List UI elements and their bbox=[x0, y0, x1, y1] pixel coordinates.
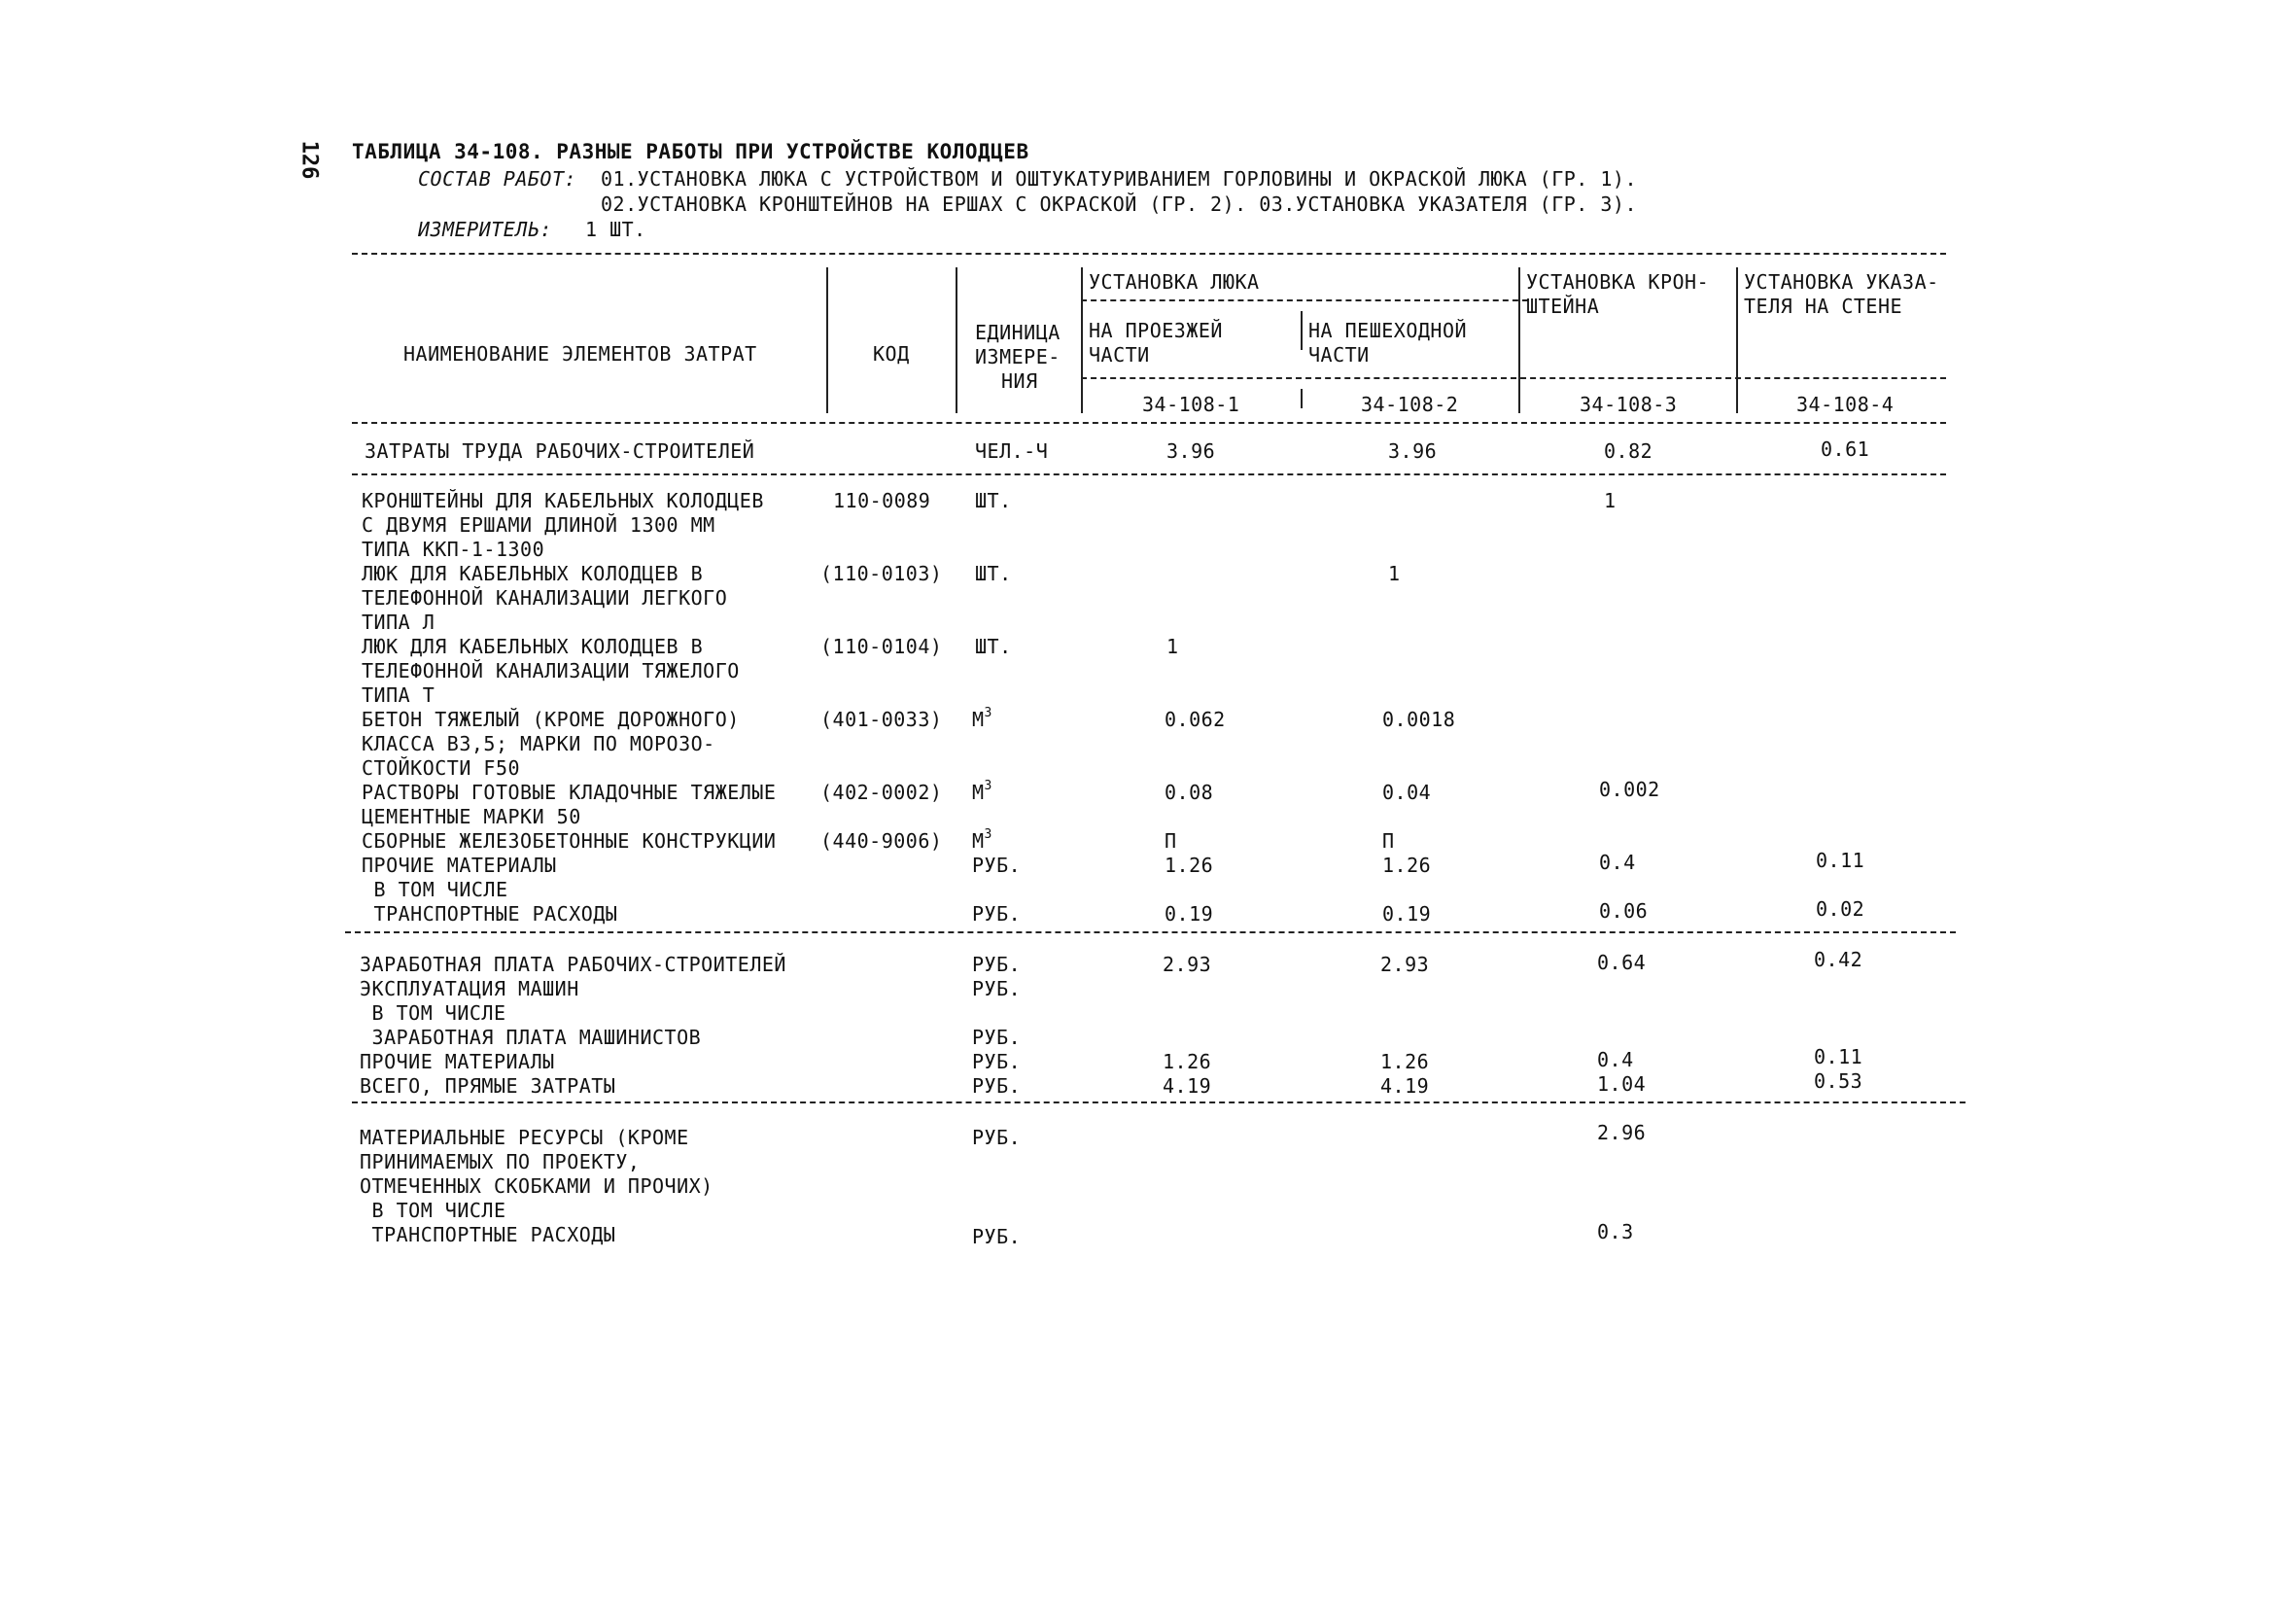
header-bracket-line-1: УСТАНОВКА КРОН- bbox=[1526, 270, 1710, 294]
cost-1-value-3: 0.64 bbox=[1597, 951, 1647, 974]
col-divider-unit bbox=[956, 267, 957, 413]
material-3-name-1: ЛЮК ДЛЯ КАБЕЛЬНЫХ КОЛОДЦЕВ В bbox=[362, 635, 704, 658]
header-unit-line-3: НИЯ bbox=[1001, 369, 1038, 393]
header-bottom-rule bbox=[352, 422, 1946, 424]
material-5-unit: $М^3$ bbox=[972, 779, 992, 804]
header-top-rule bbox=[352, 253, 1946, 255]
col-divider-values bbox=[1081, 267, 1083, 413]
material-4-name-2: КЛАССА В3,5; МАРКИ ПО МОРОЗО- bbox=[362, 732, 715, 755]
cost-6-value-3: 1.04 bbox=[1597, 1072, 1647, 1096]
header-road-line-1: НА ПРОЕЗЖЕЙ bbox=[1089, 319, 1223, 342]
cost-6-value-4: 0.53 bbox=[1814, 1069, 1863, 1093]
cost-4-unit: РУБ. bbox=[972, 1026, 1022, 1049]
codes-top-rule bbox=[1081, 377, 1946, 379]
column-code-1: 34-108-1 bbox=[1142, 393, 1240, 416]
cost-1-unit: РУБ. bbox=[972, 953, 1022, 976]
material-3-name-2: ТЕЛЕФОННОЙ КАНАЛИЗАЦИИ ТЯЖЕЛОГО bbox=[362, 659, 740, 682]
material-9-unit: РУБ. bbox=[972, 902, 1022, 926]
labor-bottom-rule bbox=[352, 473, 1946, 475]
material-1-name-2: С ДВУМЯ ЕРШАМИ ДЛИНОЙ 1300 ММ bbox=[362, 513, 715, 537]
material-7-value-2: 1.26 bbox=[1382, 854, 1432, 877]
material-7-value-4: 0.11 bbox=[1816, 849, 1865, 872]
meter-value: 1 ШТ. bbox=[585, 218, 646, 241]
costs-bottom-rule bbox=[352, 1101, 1966, 1103]
material-9-value-4: 0.02 bbox=[1816, 897, 1865, 921]
header-code-col: КОД bbox=[873, 342, 910, 366]
material-7-name-1: ПРОЧИЕ МАТЕРИАЛЫ bbox=[362, 854, 557, 877]
cost-5-value-1: 1.26 bbox=[1163, 1050, 1212, 1073]
cost-5-unit: РУБ. bbox=[972, 1050, 1022, 1073]
material-1-value-3: 1 bbox=[1604, 489, 1617, 512]
material-5-value-1: 0.08 bbox=[1165, 781, 1214, 804]
material-4-value-2: 0.0018 bbox=[1382, 708, 1456, 731]
material-9-name-1: ТРАНСПОРТНЫЕ РАСХОДЫ bbox=[362, 902, 618, 926]
material-5-value-2: 0.04 bbox=[1382, 781, 1432, 804]
cost-2-name: ЭКСПЛУАТАЦИЯ МАШИН bbox=[360, 977, 579, 1000]
material-5-name-2: ЦЕМЕНТНЫЕ МАРКИ 50 bbox=[362, 805, 581, 828]
material-6-value-1: П bbox=[1165, 829, 1177, 853]
header-sign-line-1: УСТАНОВКА УКАЗА- bbox=[1744, 270, 1939, 294]
cost-5-value-4: 0.11 bbox=[1814, 1045, 1863, 1068]
column-code-4: 34-108-4 bbox=[1796, 393, 1895, 416]
col-divider-road-walk bbox=[1301, 311, 1303, 350]
cost-3-name: В ТОМ ЧИСЛЕ bbox=[360, 1001, 506, 1025]
cost-2-unit: РУБ. bbox=[972, 977, 1022, 1000]
cost-6-value-2: 4.19 bbox=[1380, 1074, 1430, 1098]
meter-label: ИЗМЕРИТЕЛЬ: bbox=[418, 218, 552, 241]
resources-unit: РУБ. bbox=[972, 1126, 1022, 1149]
material-4-value-1: 0.062 bbox=[1165, 708, 1226, 731]
cost-5-value-3: 0.4 bbox=[1597, 1048, 1634, 1071]
header-hatch-group: УСТАНОВКА ЛЮКА bbox=[1089, 270, 1260, 294]
material-1-unit: ШТ. bbox=[975, 489, 1012, 512]
column-code-3: 34-108-3 bbox=[1580, 393, 1678, 416]
header-name-col: НАИМЕНОВАНИЕ ЭЛЕМЕНТОВ ЗАТРАТ bbox=[403, 342, 757, 366]
header-bracket-line-2: ШТЕЙНА bbox=[1526, 295, 1600, 318]
labor-value-3: 0.82 bbox=[1604, 439, 1653, 463]
material-3-code: (110-0104) bbox=[820, 635, 943, 658]
material-6-unit: $М^3$ bbox=[972, 827, 992, 853]
material-3-unit: ШТ. bbox=[975, 635, 1012, 658]
material-6-value-2: П bbox=[1382, 829, 1395, 853]
material-4-unit: $М^3$ bbox=[972, 706, 992, 731]
material-2-value-2: 1 bbox=[1388, 562, 1401, 585]
labor-unit: ЧЕЛ.-Ч bbox=[975, 439, 1049, 463]
composition-line-1: 01.УСТАНОВКА ЛЮКА С УСТРОЙСТВОМ И ОШТУКАТУРИВАНИЕМ ГОРЛОВИНЫ И ОКРАСКОЙ ЛЮКА (ГР. 1). bbox=[601, 167, 1637, 191]
header-unit-line-1: ЕДИНИЦА bbox=[975, 321, 1061, 344]
col-divider-code bbox=[826, 267, 828, 413]
cost-1-value-1: 2.93 bbox=[1163, 953, 1212, 976]
header-walk-line-2: ЧАСТИ bbox=[1308, 343, 1370, 367]
material-6-name-1: СБОРНЫЕ ЖЕЛЕЗОБЕТОННЫЕ КОНСТРУКЦИИ bbox=[362, 829, 777, 853]
material-9-value-2: 0.19 bbox=[1382, 902, 1432, 926]
material-7-value-1: 1.26 bbox=[1165, 854, 1214, 877]
resources-transport-unit: РУБ. bbox=[972, 1225, 1022, 1248]
material-9-value-1: 0.19 bbox=[1165, 902, 1214, 926]
col-divider-sign bbox=[1736, 267, 1738, 413]
cost-1-value-4: 0.42 bbox=[1814, 948, 1863, 971]
material-1-code: 110-0089 bbox=[833, 489, 931, 512]
resources-name-2: ПРИНИМАЕМЫХ ПО ПРОЕКТУ, bbox=[360, 1150, 641, 1173]
material-7-unit: РУБ. bbox=[972, 854, 1022, 877]
resources-value-3: 2.96 bbox=[1597, 1121, 1647, 1144]
cost-4-name: ЗАРАБОТНАЯ ПЛАТА МАШИНИСТОВ bbox=[360, 1026, 702, 1049]
labor-value-2: 3.96 bbox=[1388, 439, 1438, 463]
material-7-value-3: 0.4 bbox=[1599, 851, 1636, 874]
labor-value-1: 3.96 bbox=[1166, 439, 1216, 463]
resources-name-1: МАТЕРИАЛЬНЫЕ РЕСУРСЫ (КРОМЕ bbox=[360, 1126, 689, 1149]
header-road-line-2: ЧАСТИ bbox=[1089, 343, 1150, 367]
material-6-code: (440-9006) bbox=[820, 829, 943, 853]
header-sign-line-2: ТЕЛЯ НА СТЕНЕ bbox=[1744, 295, 1903, 318]
table-title: ТАБЛИЦА 34-108. РАЗНЫЕ РАБОТЫ ПРИ УСТРОЙСТВЕ КОЛОДЦЕВ bbox=[352, 140, 1029, 163]
material-2-name-1: ЛЮК ДЛЯ КАБЕЛЬНЫХ КОЛОДЦЕВ В bbox=[362, 562, 704, 585]
composition-line-2: 02.УСТАНОВКА КРОНШТЕЙНОВ НА ЕРШАХ С ОКРАСКОЙ (ГР. 2). 03.УСТАНОВКА УКАЗАТЕЛЯ (ГР. 3). bbox=[601, 192, 1637, 216]
material-8-name-1: В ТОМ ЧИСЛЕ bbox=[362, 878, 508, 901]
material-2-unit: ШТ. bbox=[975, 562, 1012, 585]
material-9-value-3: 0.06 bbox=[1599, 899, 1649, 923]
cost-1-value-2: 2.93 bbox=[1380, 953, 1430, 976]
header-walk-line-1: НА ПЕШЕХОДНОЙ bbox=[1308, 319, 1468, 342]
material-1-name-1: КРОНШТЕЙНЫ ДЛЯ КАБЕЛЬНЫХ КОЛОДЦЕВ bbox=[362, 489, 764, 512]
material-2-code: (110-0103) bbox=[820, 562, 943, 585]
resources-name-5: ТРАНСПОРТНЫЕ РАСХОДЫ bbox=[360, 1223, 616, 1246]
composition-label: СОСТАВ РАБОТ: bbox=[418, 167, 577, 191]
page-number: 126 bbox=[296, 140, 322, 180]
material-5-code: (402-0002) bbox=[820, 781, 943, 804]
labor-name: ЗАТРАТЫ ТРУДА РАБОЧИХ-СТРОИТЕЛЕЙ bbox=[365, 439, 755, 463]
cost-6-unit: РУБ. bbox=[972, 1074, 1022, 1098]
cost-6-value-1: 4.19 bbox=[1163, 1074, 1212, 1098]
group-subrule bbox=[1081, 299, 1528, 301]
resources-name-3: ОТМЕЧЕННЫХ СКОБКАМИ И ПРОЧИХ) bbox=[360, 1174, 713, 1198]
material-3-name-3: ТИПА Т bbox=[362, 683, 435, 707]
material-3-value-1: 1 bbox=[1166, 635, 1179, 658]
materials-bottom-rule bbox=[345, 931, 1956, 933]
cost-6-name: ВСЕГО, ПРЯМЫЕ ЗАТРАТЫ bbox=[360, 1074, 616, 1098]
col-divider-bracket bbox=[1518, 267, 1520, 413]
material-1-name-3: ТИПА ККП-1-1300 bbox=[362, 538, 545, 561]
material-4-name-1: БЕТОН ТЯЖЕЛЫЙ (КРОМЕ ДОРОЖНОГО) bbox=[362, 708, 740, 731]
cost-5-value-2: 1.26 bbox=[1380, 1050, 1430, 1073]
material-4-name-3: СТОЙКОСТИ F50 bbox=[362, 756, 521, 780]
cost-5-name: ПРОЧИЕ МАТЕРИАЛЫ bbox=[360, 1050, 555, 1073]
material-5-name-1: РАСТВОРЫ ГОТОВЫЕ КЛАДОЧНЫЕ ТЯЖЕЛЫЕ bbox=[362, 781, 777, 804]
material-2-name-2: ТЕЛЕФОННОЙ КАНАЛИЗАЦИИ ЛЕГКОГО bbox=[362, 586, 728, 610]
resources-name-4: В ТОМ ЧИСЛЕ bbox=[360, 1199, 506, 1222]
resources-transport-value-3: 0.3 bbox=[1597, 1220, 1634, 1243]
col-divider-code12 bbox=[1301, 389, 1303, 408]
labor-value-4: 0.61 bbox=[1821, 437, 1870, 461]
cost-1-name: ЗАРАБОТНАЯ ПЛАТА РАБОЧИХ-СТРОИТЕЛЕЙ bbox=[360, 953, 786, 976]
header-unit-line-2: ИЗМЕРЕ- bbox=[975, 345, 1061, 368]
material-5-value-3: 0.002 bbox=[1599, 778, 1660, 801]
material-2-name-3: ТИПА Л bbox=[362, 611, 435, 634]
material-4-code: (401-0033) bbox=[820, 708, 943, 731]
column-code-2: 34-108-2 bbox=[1361, 393, 1459, 416]
